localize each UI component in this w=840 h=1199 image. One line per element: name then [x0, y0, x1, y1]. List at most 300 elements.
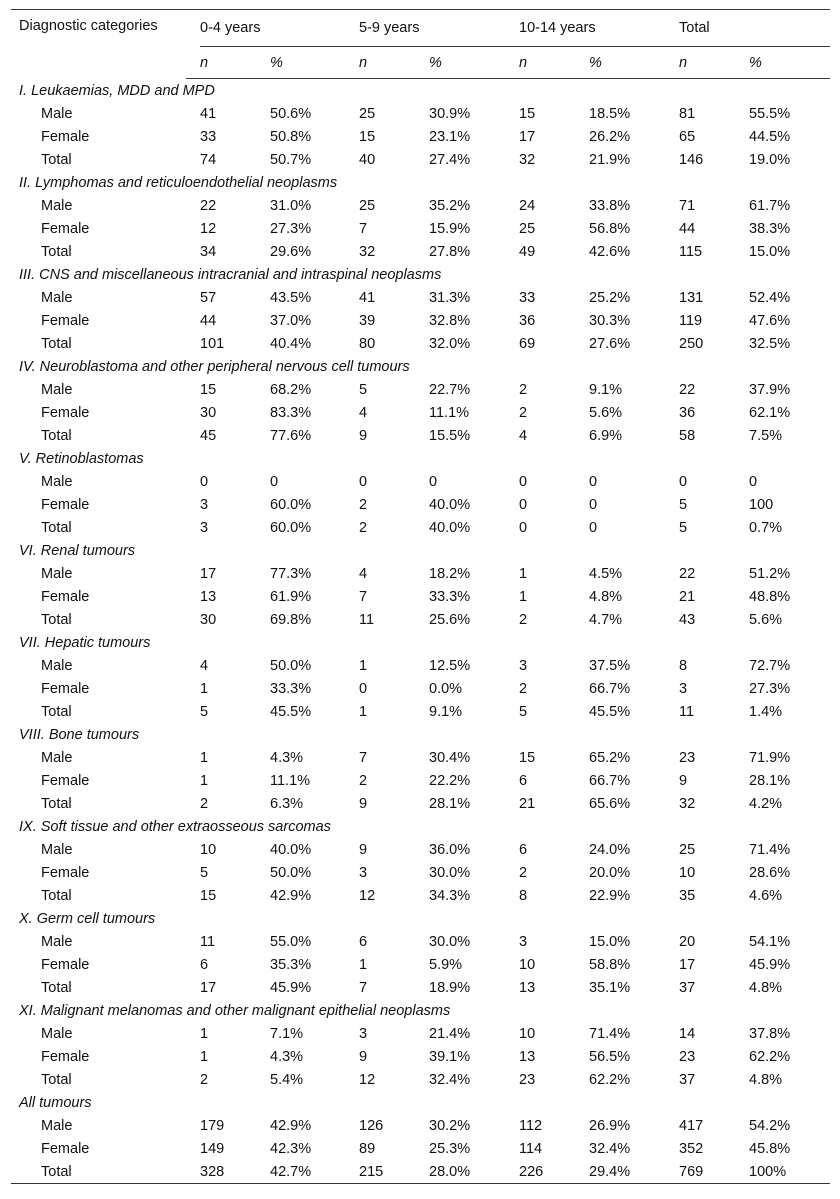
- cell-n: 2: [519, 864, 528, 881]
- cell-pct: 0: [589, 473, 598, 490]
- cell-n: 1: [200, 1025, 209, 1042]
- row-label: Female: [41, 680, 90, 697]
- cell-pct: 30.2%: [429, 1117, 471, 1134]
- row-label: Male: [41, 657, 73, 674]
- cell-pct: 0: [429, 473, 438, 490]
- cell-pct: 4.8%: [749, 1071, 783, 1088]
- table-row: [11, 1114, 830, 1137]
- cell-n: 1: [519, 588, 528, 605]
- cell-n: 4: [200, 657, 209, 674]
- cell-n: 30: [200, 404, 217, 421]
- cell-n: 769: [679, 1160, 749, 1184]
- cell-n: 0: [519, 519, 528, 536]
- cell-n: 57: [200, 289, 217, 306]
- cell-pct: 32.4%: [589, 1140, 631, 1157]
- cell-pct: 30.0%: [429, 864, 471, 881]
- category-row: [11, 907, 830, 930]
- cell-pct: 25.2%: [589, 289, 631, 306]
- cell-n: 35: [679, 887, 696, 904]
- category-row: [11, 815, 830, 838]
- table-row: [11, 309, 830, 332]
- cell-n: 0: [200, 473, 209, 490]
- diagnostic-categories-header: Diagnostic categories: [11, 10, 186, 79]
- cell-n: 8: [679, 657, 688, 674]
- table-row: [11, 654, 830, 677]
- category-title: II. Lymphomas and reticuloendothelial neoplasms: [19, 174, 338, 191]
- cell-n: 23: [679, 1048, 696, 1065]
- cell-pct: 58.8%: [589, 956, 631, 973]
- cell-pct: 18.2%: [429, 565, 471, 582]
- cell-n: 32: [519, 151, 536, 168]
- row-label: Male: [41, 933, 73, 950]
- cell-pct: 4.7%: [589, 611, 623, 628]
- row-label: Female: [41, 312, 90, 329]
- row-label: Male: [41, 1025, 73, 1042]
- header-row-groups: [11, 10, 830, 47]
- cell-pct: 42.7%: [270, 1160, 359, 1184]
- cell-n: 2: [200, 1071, 209, 1088]
- cell-pct: 50.0%: [270, 864, 312, 881]
- cell-n: 34: [200, 243, 217, 260]
- cell-pct: 4.2%: [749, 795, 783, 812]
- cell-n: 12: [200, 220, 217, 237]
- cell-pct: 15.9%: [429, 220, 471, 237]
- table-row: [11, 1045, 830, 1068]
- cell-n: 32: [359, 243, 376, 260]
- row-label: Male: [41, 749, 73, 766]
- table-row: [11, 838, 830, 861]
- cell-pct: 28.0%: [429, 1160, 519, 1184]
- cell-pct: 28.1%: [429, 795, 471, 812]
- cell-pct: 26.2%: [589, 128, 631, 145]
- group-header-5-9: 5-9 years: [359, 10, 519, 47]
- cell-n: 3: [359, 1025, 368, 1042]
- cell-pct: 26.9%: [589, 1117, 631, 1134]
- cell-n: 17: [200, 979, 217, 996]
- cell-n: 6: [519, 772, 528, 789]
- cell-pct: 35.3%: [270, 956, 312, 973]
- cell-n: 4: [359, 404, 368, 421]
- cell-n: 10: [679, 864, 696, 881]
- table-row: [11, 930, 830, 953]
- category-row: [11, 355, 830, 378]
- cell-n: 25: [359, 105, 376, 122]
- table-row: [11, 470, 830, 493]
- cell-n: 74: [200, 151, 217, 168]
- cell-n: 25: [519, 220, 536, 237]
- category-title: VI. Renal tumours: [19, 542, 136, 559]
- table-row: [11, 884, 830, 907]
- cell-pct: 65.6%: [589, 795, 631, 812]
- cell-n: 23: [679, 749, 696, 766]
- cell-pct: 20.0%: [589, 864, 631, 881]
- cell-n: 9: [359, 1048, 368, 1065]
- cell-n: 32: [679, 795, 696, 812]
- cell-n: 49: [519, 243, 536, 260]
- row-label: Female: [41, 128, 90, 145]
- cell-pct: 62.2%: [589, 1071, 631, 1088]
- cell-pct: 28.6%: [749, 864, 791, 881]
- cell-pct: 42.9%: [270, 1117, 312, 1134]
- cell-n: 0: [519, 496, 528, 513]
- cell-n: 2: [359, 496, 368, 513]
- cell-n: 15: [200, 887, 217, 904]
- cell-n: 9: [359, 841, 368, 858]
- cell-n: 43: [679, 611, 696, 628]
- cell-pct: 18.9%: [429, 979, 471, 996]
- cell-n: 40: [359, 151, 376, 168]
- cell-pct: 56.8%: [589, 220, 631, 237]
- cell-pct: 30.3%: [589, 312, 631, 329]
- cell-n: 1: [519, 565, 528, 582]
- row-label: Female: [41, 404, 90, 421]
- cell-pct: 15.0%: [589, 933, 631, 950]
- cell-pct: 0: [589, 519, 598, 536]
- cell-n: 36: [679, 404, 696, 421]
- category-row: [11, 723, 830, 746]
- cell-pct: 77.3%: [270, 565, 312, 582]
- cell-n: 3: [519, 933, 528, 950]
- cell-n: 3: [519, 657, 528, 674]
- subheader-n: n: [679, 47, 749, 79]
- cell-pct: 0.0%: [429, 680, 463, 697]
- category-row: [11, 539, 830, 562]
- table-row: [11, 401, 830, 424]
- table-row: [11, 332, 830, 355]
- cell-pct: 66.7%: [589, 772, 631, 789]
- cell-pct: 42.3%: [270, 1140, 312, 1157]
- cell-pct: 1.4%: [749, 703, 783, 720]
- cell-pct: 27.3%: [749, 680, 791, 697]
- cell-pct: 32.5%: [749, 335, 791, 352]
- cell-n: 1: [359, 657, 368, 674]
- cell-pct: 19.0%: [749, 151, 791, 168]
- table-row: [11, 792, 830, 815]
- cell-n: 41: [359, 289, 376, 306]
- cell-n: 6: [200, 956, 209, 973]
- table-row: [11, 1068, 830, 1091]
- cell-pct: 32.4%: [429, 1071, 471, 1088]
- cell-n: 5: [359, 381, 368, 398]
- category-row: [11, 263, 830, 286]
- cell-pct: 22.9%: [589, 887, 631, 904]
- subheader-n: n: [200, 47, 270, 79]
- cell-pct: 54.2%: [749, 1117, 791, 1134]
- cell-n: 8: [519, 887, 528, 904]
- row-label: Male: [41, 105, 73, 122]
- category-row: [11, 447, 830, 470]
- cell-pct: 7.1%: [270, 1025, 304, 1042]
- cell-n: 4: [359, 565, 368, 582]
- cell-pct: 32.0%: [429, 335, 471, 352]
- category-row: [11, 631, 830, 654]
- row-label: Total: [41, 519, 72, 536]
- cell-n: 417: [679, 1117, 704, 1134]
- cell-n: 44: [200, 312, 217, 329]
- cell-pct: 7.5%: [749, 427, 783, 444]
- cell-pct: 4.8%: [749, 979, 783, 996]
- cell-pct: 22.2%: [429, 772, 471, 789]
- cell-pct: 0: [589, 496, 598, 513]
- cell-pct: 33.3%: [270, 680, 312, 697]
- cell-pct: 50.0%: [270, 657, 312, 674]
- cell-n: 0: [359, 473, 368, 490]
- row-label: Total: [41, 887, 72, 904]
- table-row: [11, 953, 830, 976]
- row-label: Female: [41, 864, 90, 881]
- row-label: Female: [41, 956, 90, 973]
- cell-pct: 29.6%: [270, 243, 312, 260]
- row-label: Male: [41, 841, 73, 858]
- category-title: XI. Malignant melanomas and other malignant epithelial neoplasms: [19, 1002, 451, 1019]
- table-row: [11, 493, 830, 516]
- cell-pct: 42.6%: [589, 243, 631, 260]
- cell-n: 23: [519, 1071, 536, 1088]
- cell-n: 5: [200, 703, 209, 720]
- cell-n: 33: [519, 289, 536, 306]
- cell-n: 10: [200, 841, 217, 858]
- cell-n: 2: [519, 611, 528, 628]
- table-row: [11, 148, 830, 171]
- cell-pct: 11.1%: [270, 772, 311, 789]
- row-label: Female: [41, 588, 90, 605]
- cell-pct: 5.9%: [429, 956, 463, 973]
- subheader-pct: %: [429, 47, 519, 79]
- cell-n: 17: [519, 128, 536, 145]
- cell-n: 2: [519, 404, 528, 421]
- cell-pct: 72.7%: [749, 657, 791, 674]
- category-row: [11, 999, 830, 1022]
- cell-pct: 31.3%: [429, 289, 471, 306]
- cell-n: 58: [679, 427, 696, 444]
- cell-n: 21: [519, 795, 536, 812]
- table-row: [11, 1160, 830, 1184]
- cell-pct: 33.8%: [589, 197, 631, 214]
- cell-pct: 40.0%: [429, 519, 471, 536]
- cell-n: 10: [519, 956, 536, 973]
- cell-pct: 68.2%: [270, 381, 312, 398]
- category-title: VII. Hepatic tumours: [19, 634, 151, 651]
- cell-pct: 5.6%: [749, 611, 783, 628]
- cell-pct: 23.1%: [429, 128, 471, 145]
- cell-pct: 45.9%: [749, 956, 791, 973]
- row-label: Total: [41, 427, 72, 444]
- category-row: [11, 1091, 830, 1114]
- cell-n: 11: [200, 933, 216, 950]
- cell-n: 22: [679, 565, 696, 582]
- cell-n: 13: [519, 979, 536, 996]
- cell-pct: 66.7%: [589, 680, 631, 697]
- category-title: X. Germ cell tumours: [19, 910, 156, 927]
- cell-pct: 45.9%: [270, 979, 312, 996]
- cell-n: 7: [359, 588, 368, 605]
- category-row: [11, 171, 830, 194]
- table-row: [11, 378, 830, 401]
- category-title: IV. Neuroblastoma and other peripheral nervous cell tumours: [19, 358, 410, 375]
- cell-pct: 37.8%: [749, 1025, 791, 1042]
- row-label: Total: [41, 1071, 72, 1088]
- category-row: [11, 79, 830, 103]
- cell-pct: 4.6%: [749, 887, 783, 904]
- cell-n: 3: [200, 519, 209, 536]
- cell-pct: 36.0%: [429, 841, 471, 858]
- row-label: Male: [41, 289, 73, 306]
- table-row: [11, 125, 830, 148]
- cell-pct: 69.8%: [270, 611, 312, 628]
- cell-n: 6: [359, 933, 368, 950]
- table-row: [11, 585, 830, 608]
- cell-n: 20: [679, 933, 696, 950]
- category-title: All tumours: [19, 1094, 92, 1111]
- table-row: [11, 1137, 830, 1160]
- cell-pct: 18.5%: [589, 105, 631, 122]
- cell-n: 3: [200, 496, 209, 513]
- row-label: Female: [41, 1140, 90, 1157]
- table-row: [11, 769, 830, 792]
- cell-n: 119: [679, 312, 703, 329]
- cell-n: 9: [359, 427, 368, 444]
- cell-n: 6: [519, 841, 528, 858]
- cell-pct: 37.0%: [270, 312, 312, 329]
- cell-n: 39: [359, 312, 376, 329]
- cell-pct: 32.8%: [429, 312, 471, 329]
- cell-n: 7: [359, 749, 368, 766]
- table-row: [11, 861, 830, 884]
- row-label: Total: [41, 795, 72, 812]
- category-title: III. CNS and miscellaneous intracranial and intraspinal neoplasms: [19, 266, 442, 283]
- cell-n: 146: [679, 151, 704, 168]
- cell-n: 112: [519, 1117, 543, 1134]
- cell-n: 13: [519, 1048, 536, 1065]
- cell-pct: 0: [270, 473, 279, 490]
- row-label: Total: [41, 703, 72, 720]
- cell-pct: 29.4%: [589, 1160, 679, 1184]
- group-header-10-14: 10-14 years: [519, 10, 679, 47]
- cell-pct: 42.9%: [270, 887, 312, 904]
- cell-n: 15: [519, 105, 536, 122]
- table-row: [11, 1022, 830, 1045]
- cell-n: 45: [200, 427, 217, 444]
- cell-n: 22: [679, 381, 696, 398]
- cell-n: 15: [359, 128, 376, 145]
- cell-n: 0: [519, 473, 528, 490]
- table-row: [11, 746, 830, 769]
- table-row: [11, 240, 830, 263]
- cell-n: 126: [359, 1117, 384, 1134]
- cell-pct: 4.3%: [270, 749, 304, 766]
- cell-n: 2: [359, 519, 368, 536]
- row-label: Total: [41, 243, 72, 260]
- cell-pct: 0: [749, 473, 758, 490]
- cell-n: 37: [679, 979, 696, 996]
- cell-n: 4: [519, 427, 528, 444]
- cell-pct: 9.1%: [589, 381, 623, 398]
- row-label: Female: [41, 220, 90, 237]
- cell-pct: 27.6%: [589, 335, 631, 352]
- cell-pct: 100: [749, 496, 774, 513]
- cell-pct: 37.5%: [589, 657, 631, 674]
- row-label: Male: [41, 1117, 73, 1134]
- table-row: [11, 424, 830, 447]
- cell-n: 21: [679, 588, 696, 605]
- diagnostic-table: [11, 9, 830, 1184]
- cell-pct: 21.9%: [589, 151, 631, 168]
- cell-pct: 33.3%: [429, 588, 471, 605]
- cell-n: 3: [359, 864, 368, 881]
- cell-pct: 4.8%: [589, 588, 623, 605]
- cell-pct: 44.5%: [749, 128, 791, 145]
- cell-n: 10: [519, 1025, 536, 1042]
- row-label: Male: [41, 473, 73, 490]
- group-header-total: Total: [679, 10, 830, 47]
- cell-pct: 25.6%: [429, 611, 471, 628]
- cell-n: 89: [359, 1140, 376, 1157]
- cell-n: 1: [200, 749, 209, 766]
- cell-n: 250: [679, 335, 704, 352]
- cell-n: 17: [679, 956, 696, 973]
- cell-pct: 37.9%: [749, 381, 791, 398]
- table-row: [11, 516, 830, 539]
- cell-n: 5: [200, 864, 209, 881]
- row-label: Female: [41, 772, 90, 789]
- row-label: Total: [41, 151, 72, 168]
- cell-pct: 55.5%: [749, 105, 791, 122]
- cell-pct: 56.5%: [589, 1048, 631, 1065]
- cell-n: 15: [200, 381, 217, 398]
- subheader-pct: %: [270, 47, 359, 79]
- cell-pct: 50.8%: [270, 128, 312, 145]
- cell-pct: 40.0%: [429, 496, 471, 513]
- cell-n: 5: [679, 496, 688, 513]
- cell-pct: 52.4%: [749, 289, 791, 306]
- cell-n: 41: [200, 105, 217, 122]
- cell-pct: 21.4%: [429, 1025, 471, 1042]
- cell-pct: 12.5%: [429, 657, 471, 674]
- cell-pct: 54.1%: [749, 933, 791, 950]
- cell-n: 149: [200, 1140, 225, 1157]
- cell-pct: 6.3%: [270, 795, 304, 812]
- cell-pct: 30.4%: [429, 749, 471, 766]
- cell-pct: 27.4%: [429, 151, 471, 168]
- cell-pct: 4.5%: [589, 565, 623, 582]
- cell-pct: 9.1%: [429, 703, 463, 720]
- cell-pct: 100%: [749, 1160, 830, 1184]
- cell-pct: 6.9%: [589, 427, 623, 444]
- cell-n: 7: [359, 220, 368, 237]
- cell-pct: 45.5%: [589, 703, 631, 720]
- table-row: [11, 286, 830, 309]
- cell-n: 2: [200, 795, 209, 812]
- cell-n: 5: [519, 703, 528, 720]
- cell-n: 1: [200, 772, 209, 789]
- cell-pct: 48.8%: [749, 588, 791, 605]
- cell-pct: 60.0%: [270, 519, 312, 536]
- row-label: Total: [11, 1160, 200, 1184]
- cell-n: 1: [359, 956, 368, 973]
- category-title: V. Retinoblastomas: [19, 450, 144, 467]
- cell-pct: 50.7%: [270, 151, 312, 168]
- cell-n: 3: [679, 680, 688, 697]
- cell-n: 71: [679, 197, 696, 214]
- cell-pct: 38.3%: [749, 220, 791, 237]
- cell-n: 2: [359, 772, 368, 789]
- cell-n: 65: [679, 128, 696, 145]
- cell-pct: 15.0%: [749, 243, 791, 260]
- cell-pct: 45.8%: [749, 1140, 791, 1157]
- table-row: [11, 194, 830, 217]
- table-row: [11, 700, 830, 723]
- category-title: VIII. Bone tumours: [19, 726, 140, 743]
